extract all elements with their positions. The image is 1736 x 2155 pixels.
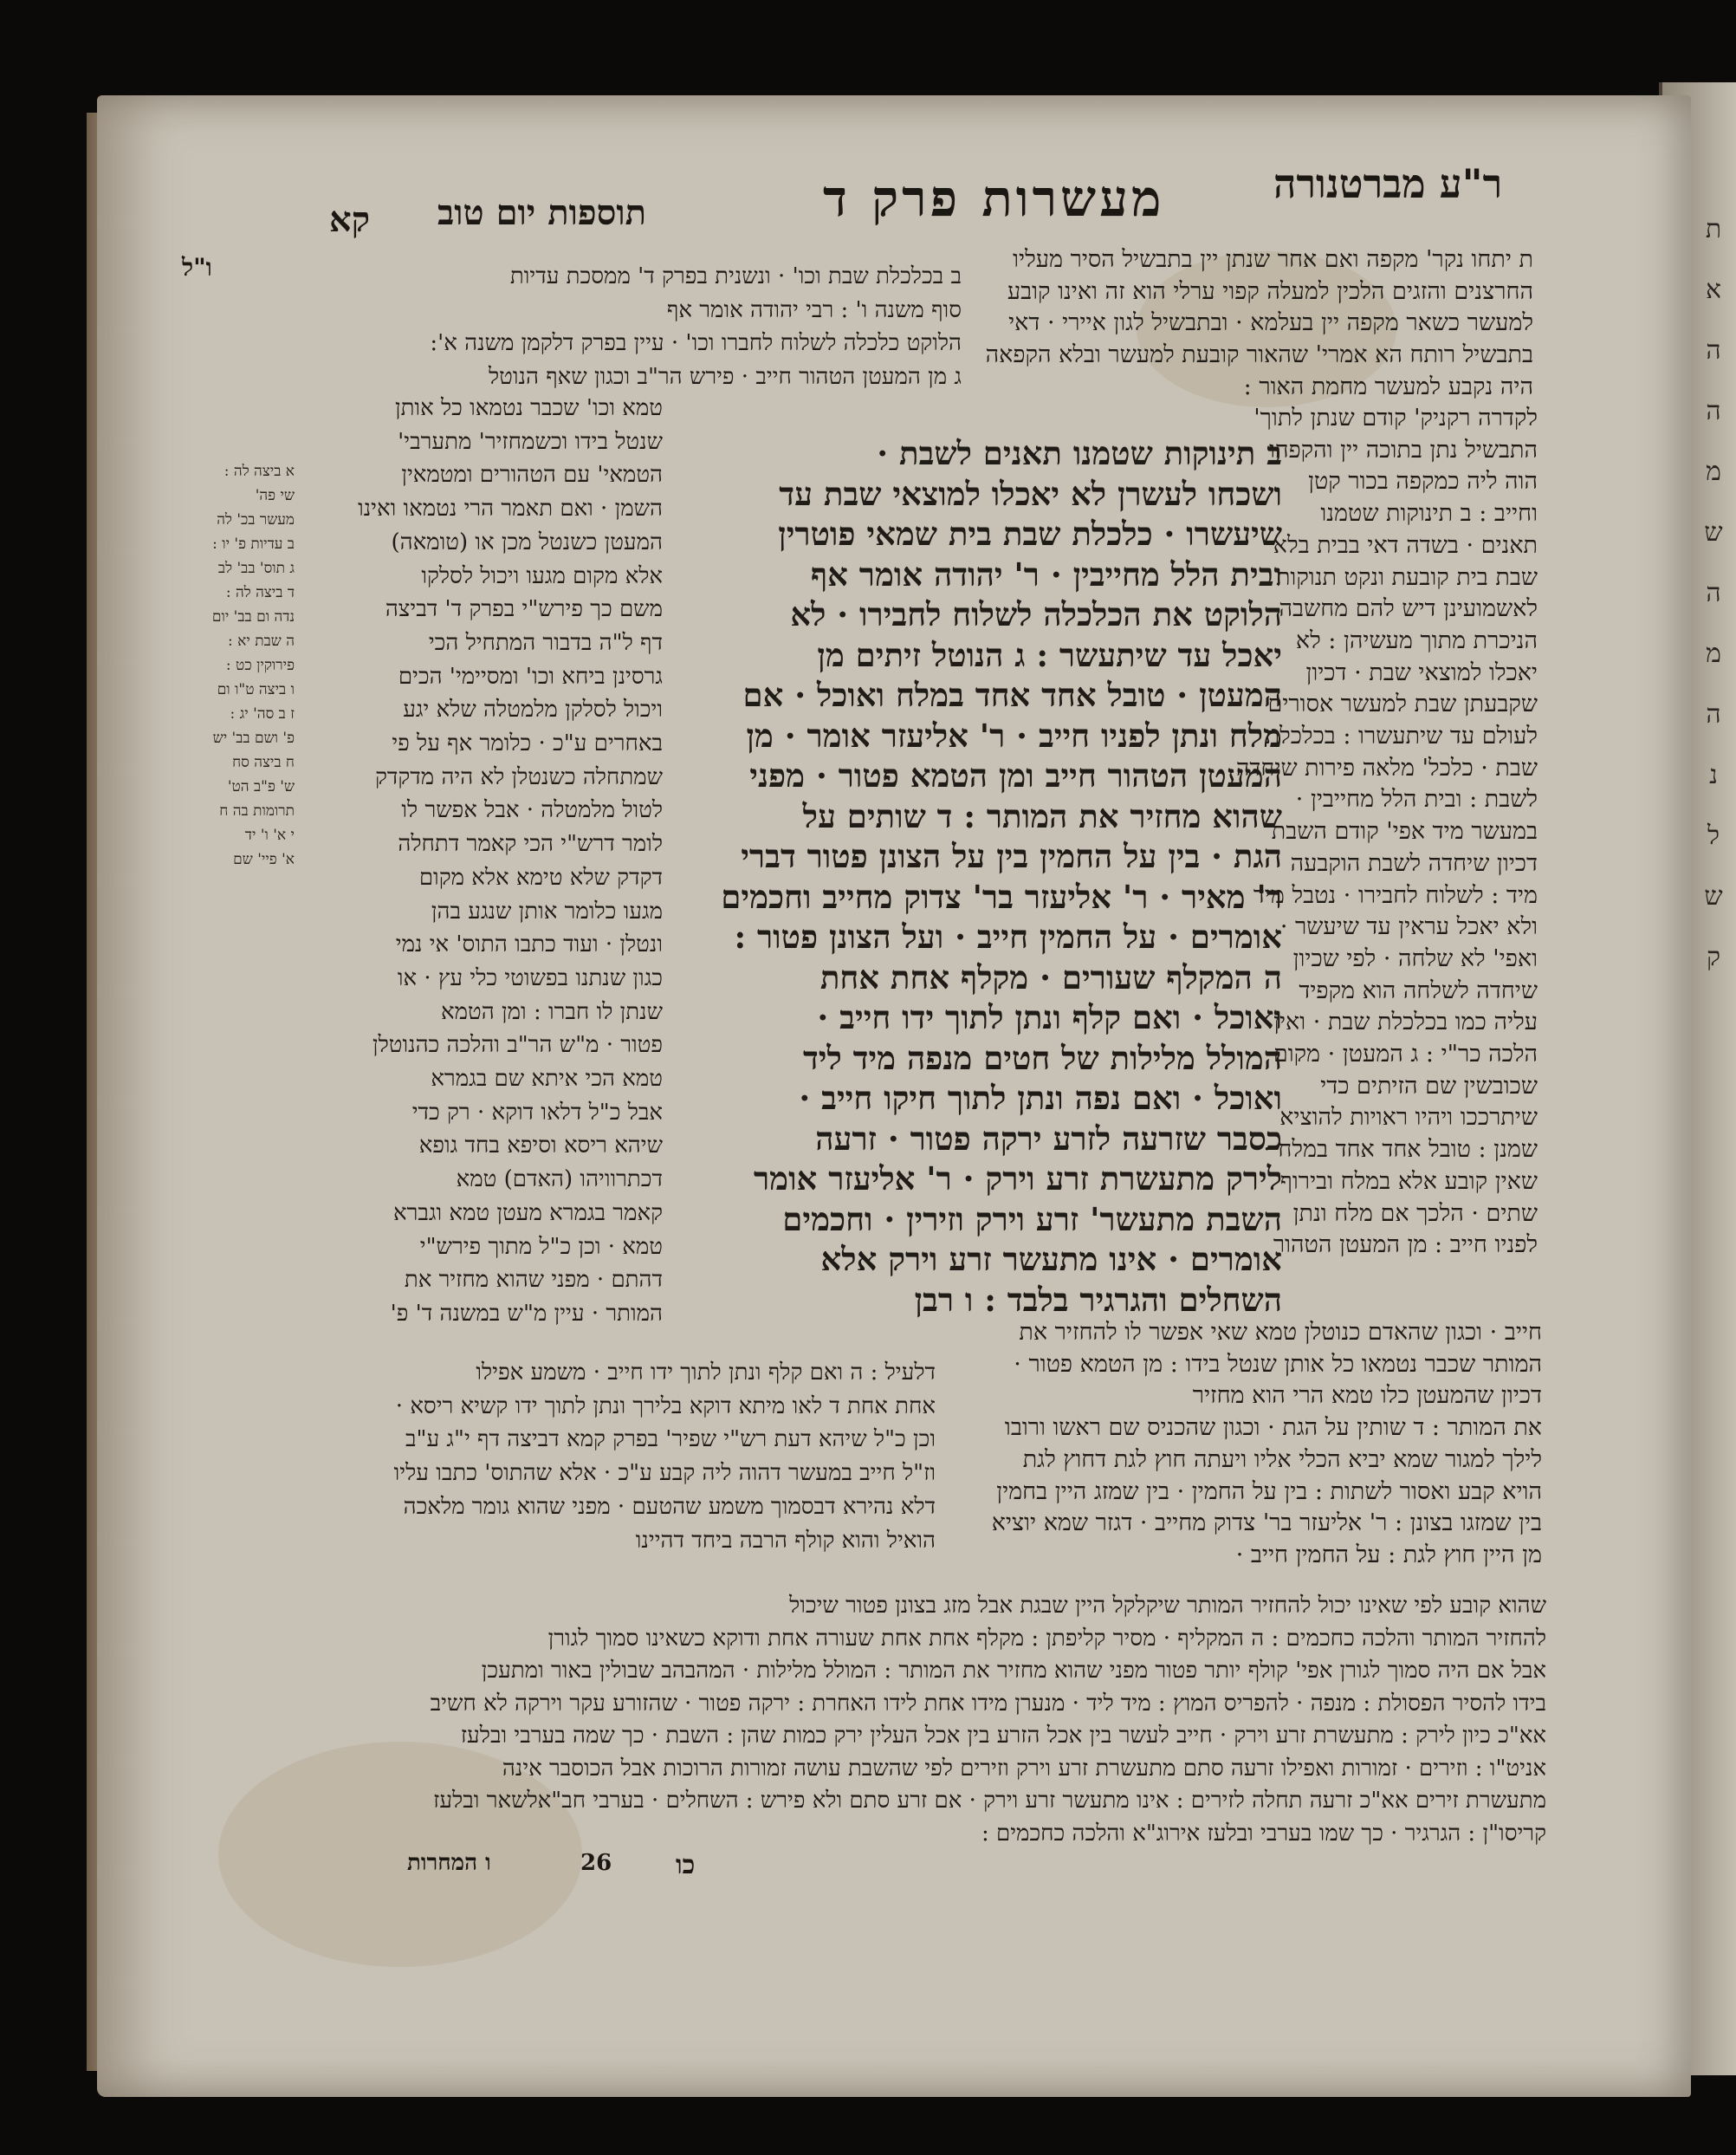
tosafot-top-line: סוף משנה ו' : רבי יהודה אומר אף xyxy=(666,296,962,323)
mishnah-line: הלוקט את הכלכלה לשלוח לחבירו · לא xyxy=(790,595,1282,633)
bartenura-line: שקבעתן שבת למעשר אסורים xyxy=(1267,691,1538,718)
bartenura-line: עליה כמו בכלכלת שבת · ואין xyxy=(1273,1009,1538,1036)
tosafot-lower-line: וכן כ"ל שיהא דעת רש"י שפיר' בפרק קמא דביצה דף י"ג ע"ב xyxy=(405,1426,936,1453)
tosafot-line: המותר · עיין מ"ש במשנה ד' פ' xyxy=(390,1300,663,1327)
adjacent-page-letters: ת א ה ה מ ש ה מ ה נ ל ש ק xyxy=(1704,214,1723,972)
bartenura-cont-line: הויא קבע ואסור לשתות : בין על החמין · בין שמזג היין בחמין xyxy=(996,1477,1542,1505)
bartenura-line: שבת בית קובעת ונקט תנוקות xyxy=(1275,563,1538,591)
bottom-commentary xyxy=(360,1590,1546,1850)
bartenura-line: למעשר כשאר מקפה יין בעלמא · ובתבשיל לגון איירי · דאי xyxy=(1008,309,1533,337)
bottom-line: אא"כ כיון לירק : מתעשרת זרע וירק · חייב לעשר בין אכל הזרע בין אכל העלין ירק כמות שהן : השבת · כך שמה בערבי ובלעז xyxy=(460,1723,1546,1749)
margin-ref: ד ביצה לה : xyxy=(225,584,295,601)
bottom-line: קריסו"ן : הגרגיר · כך שמו בערבי ובלעז אירוג"א והלכה כחכמים : xyxy=(981,1820,1546,1847)
mishnah-line: המעטן · טובל אחד אחד במלח ואוכל · אם xyxy=(742,676,1282,714)
tosafot-top-line: הלוקט כלכלה לשלוח לחברו וכו' · עיין בפרק דלקמן משנה א': xyxy=(430,330,962,357)
tosafot-top-line: ג מן המעטן הטהור חייב · פירש הר"ב וכגון שאף הנוטל xyxy=(489,364,962,391)
tosafot-line: שנתן לו חברו : ומן הטמא xyxy=(441,998,663,1025)
bartenura-line: לקדרה רקניק' קודם שנתן לתוך' xyxy=(1253,405,1538,432)
margin-ref: נדה ום בב' יום xyxy=(211,608,295,626)
tosafot-line: דקדק שלא טימא אלא מקום xyxy=(418,864,663,891)
mishnah-line: כסבר שזרעה לזרע ירקה פטור · זרעה xyxy=(815,1119,1282,1158)
tosafot-line: טמא · וכן כ"ל מתוך פירש"י xyxy=(419,1233,663,1260)
bartenura-line: לאשמועינן דיש להם מחשבה xyxy=(1279,595,1538,623)
bartenura-cont-line: בין שמזגו בצונן : ר' אליעזר בר' צדוק מחייב · דגזר שמא יוציא xyxy=(991,1509,1542,1537)
bartenura-line: ולא יאכל עראין עד שיעשר · xyxy=(1279,913,1538,941)
bottom-line: להחזיר המותר והלכה כחכמים : ה המקליף · מסיר קליפתן : מקלף אחת אחת שעורה אחת ודוקא כשאינו סמוך לגורן xyxy=(547,1625,1546,1652)
mishnah-line: יאכל עד שיתעשר : ג הנוטל זיתים מן xyxy=(817,635,1282,674)
tosafot-line: דף ל"ה בדבור המתחיל הכי xyxy=(428,629,663,656)
folio-number: קא xyxy=(329,199,371,240)
bartenura-line: לפניו חייב : מן המעטן הטהור xyxy=(1273,1231,1538,1259)
margin-ref: פ' ושם בב' יש xyxy=(212,730,295,747)
tosafot-line: מגעו כלומר אותן שנגע בהן xyxy=(431,898,663,925)
margin-ref: תרומות בה ח xyxy=(219,802,295,820)
mishnah-line: לירק מתעשרת זרע וירק · ר' אליעזר אומר xyxy=(753,1159,1282,1198)
margin-references xyxy=(204,459,295,872)
mishnah-line: המולל מלילות של חטים מנפה מיד ליד xyxy=(802,1038,1282,1077)
bartenura-line: שמנן : טובל אחד אחד במלח · xyxy=(1263,1136,1538,1164)
bartenura-line: שבת · כלכל' מלאה פירות שיחדה xyxy=(1235,754,1538,782)
margin-ref: י א' ו' יד xyxy=(244,827,295,844)
bartenura-cont-line: לילך למגור שמא יביא הכלי אליו ויעתה חוץ לגת דחוץ לגת xyxy=(1022,1445,1542,1473)
tosafot-line: שיהא ריסא וסיפא בחד גופא xyxy=(418,1133,663,1159)
bartenura-line: שתים · הלכך אם מלח ונתן xyxy=(1292,1199,1538,1227)
mishnah-line: ואוכל · ואם נפה ונתן לתוך חיקו חייב · xyxy=(799,1079,1282,1117)
tosafot-lower-line: דלעיל : ה ואם קלף ונתן לתוך ידו חייב · משמע אפילו xyxy=(476,1360,936,1386)
tosafot-line: אבל כ"ל דלאו דוקא · רק כדי xyxy=(411,1099,663,1126)
tosafot-lower-line: הואיל והוא קולף הרבה ביחד דהיינו xyxy=(635,1527,936,1554)
tosafot-line: טמא וכו' שכבר נטמאו כל אותן xyxy=(394,395,663,421)
mishnah-line: שהוא מחזיר את המותר : ד שותים על xyxy=(802,796,1282,835)
mishnah-text xyxy=(676,433,1282,1320)
bartenura-line: היה נקבע למעשר מחמת האור : xyxy=(1243,373,1533,400)
bartenura-line: שיחדה לשלחה הוא מקפיד xyxy=(1299,977,1538,1004)
tosafot-line: השמן · ואם תאמר הרי נטמאו ואינו xyxy=(358,496,663,523)
bottom-line: בידו להסיר הפסולת : מנפה · להפריס המוץ : מיד ליד · מנערן מידו אחת לידו האחרת : ירקה פטור · שהזורע עקר וירקה לא חשיב xyxy=(430,1690,1546,1717)
mishnah-line: ושכחו לעשרן לא יאכלו למוצאי שבת עד xyxy=(779,474,1282,513)
bartenura-line: הלכה כר"י : ג המעטן · מקום xyxy=(1273,1041,1538,1068)
bottom-line: אניט"ו : וזירים · זמורות ואפילו זרעה סתם מתעשרת זרע וירק וזירים לפי שהשבת עושה זמורות הרוכות אבל הכוסבר אינה xyxy=(502,1755,1546,1782)
tosafot-lower-block xyxy=(329,1356,936,1557)
bartenura-line: במעשר מיד אפי' קודם השבת xyxy=(1271,818,1538,846)
bartenura-line: החרצנים והזגים הלכין למעלה קפוי ערלי הוא זה ואינו קובע xyxy=(1007,277,1533,305)
mishnah-line: המעטן הטהור חייב ומן הטמא פטור · מפני xyxy=(749,756,1282,795)
tosafot-column xyxy=(299,392,663,1331)
tosafot-line: גרסינן ביחא וכו' ומסיימי' הכים xyxy=(398,663,663,690)
bartenura-cont-line: חייב · וכגון שהאדם כנוטלן טמא שאי אפשר לו להחזיר את xyxy=(1019,1319,1542,1346)
bartenura-column xyxy=(1235,403,1538,1262)
tosafot-line: הטמאי' עם הטהורים ומטמאין xyxy=(401,462,663,489)
bartenura-cont-line: מן היין חוץ לגת : על החמין חייב · xyxy=(1235,1541,1542,1568)
bartenura-cont-line: המותר שכבר נטמאו כל אותן שנטל בידו : מן הטמא פטור · xyxy=(1014,1350,1542,1378)
bottom-line: אבל אם היה סמוך לגורן אפי' קולף יותר פטור מפני שהוא מחזיר את המותר : המולל מלילות · המהבהב שבולין באור ומתעכן xyxy=(481,1658,1546,1684)
margin-ref: שי פה' xyxy=(255,487,295,504)
header-right-running: ר"ע מברטנורה xyxy=(1273,160,1503,207)
margin-ref: א ביצה לה : xyxy=(223,463,295,480)
tosafot-line: כגון שנתנו בפשוטי כלי עץ · או xyxy=(397,964,663,991)
margin-ref: ב עדיות פ' יו : xyxy=(212,536,295,553)
margin-ref: ש' פ"ב הט' xyxy=(227,778,295,795)
header-center-title: מעשרות פרק ד xyxy=(823,169,1165,228)
bartenura-line: מיד : לשלוח לחבירו · נטבל מיד xyxy=(1253,881,1538,909)
tosafot-line: ויכול לסלקן מלמטלה שלא יגע xyxy=(403,697,663,724)
bartenura-cont-line: דכיון שהמעטן כלו טמא הרי הוא מחזיר xyxy=(1192,1382,1542,1410)
bartenura-line: יאכלו למוצאי שבת · דכיון xyxy=(1305,659,1538,686)
margin-ref: ז ב סה' יג : xyxy=(230,705,295,723)
bottom-line: שהוא קובע לפי שאינו יכול להחזיר המותר שיקלקל היין שבגת אבל מזג בצונן פטור שיכול xyxy=(789,1593,1546,1619)
tosafot-line: ונטלן · ועוד כתבו התוס' אי נמי xyxy=(395,931,663,958)
bartenura-cont-line: את המותר : ד שותין על הגת · וכגון שהכניס שם ראשו ורובו xyxy=(1004,1414,1542,1442)
mishnah-line: ה המקלף שעורים · מקלף אחת אחת xyxy=(819,957,1282,996)
bartenura-continuation xyxy=(944,1317,1542,1572)
header-left-running: תוספות יום טוב xyxy=(437,192,646,233)
mishnah-line: אומרים · על החמין חייב · ועל הצונן פטור : xyxy=(734,918,1282,956)
bartenura-line: תאנים · בשדה דאי בבית בלא xyxy=(1273,531,1538,559)
footer-signature-mark: ו המחרות xyxy=(407,1850,491,1876)
footer-number: 26 xyxy=(580,1850,612,1876)
tosafot-lower-line: דלא נהירא דבסמוך משמע שהטעם · מפני שהוא גומר מלאכה xyxy=(403,1493,936,1520)
tosafot-line: פטור · מ"ש הר"ב והלכה כהנוטלן xyxy=(372,1032,663,1059)
margin-ref: ו ביצה ט"ו ום xyxy=(217,681,295,698)
bartenura-top-block xyxy=(979,244,1533,404)
tosafot-line: דכתרוויהו (האדם) טמא xyxy=(456,1166,663,1193)
bartenura-line: לשבת : ובית הלל מחייבין · xyxy=(1295,786,1538,814)
bartenura-line: ת יתחו נקר' מקפה ואם אחר שנתן יין בתבשיל הסיר מעליו xyxy=(1013,246,1533,273)
tosafot-line: קאמר בגמרא מעטן טמא וגברא xyxy=(393,1199,663,1226)
mishnah-line: הגת · בין על החמין בין על הצונן פטור דברי xyxy=(741,837,1282,875)
mishnah-line: השחלים והגרגיר בלבד : ו רבן xyxy=(914,1280,1282,1319)
tosafot-line: לטול מלמטלה · אבל אפשר לו xyxy=(401,797,663,824)
bottom-line: מתעשרת זירים אא"כ זרעה תחלה לזירים : אינו מתעשר זרע וירק · אם זרע סתם ולא פירש : השחלים · בערבי חב"אלשאר ובלעז xyxy=(433,1788,1546,1814)
margin-ref: ח ביצה סח xyxy=(232,754,295,771)
tosafot-line: המעטן כשנטל מכן או (טומאה) xyxy=(391,529,663,555)
bartenura-line: ואפי' לא שלחה · לפי שכיון xyxy=(1292,944,1538,972)
mishnah-line: אומרים · אינו מתעשר זרע וירק אלא xyxy=(820,1240,1282,1278)
bartenura-line: דכיון שיחדה לשבת הוקבעה xyxy=(1290,849,1538,877)
mishnah-line: שיעשרו · כלכלת שבת בית שמאי פוטרין xyxy=(778,515,1282,553)
tosafot-top-block xyxy=(303,260,962,394)
margin-ref: א' פיי' שם xyxy=(233,851,295,868)
tosafot-line: שנטל בידו וכשמחזיר' מתערבי' xyxy=(398,428,663,455)
bartenura-line: לעולם עד שיתעשרו : בכלכלת xyxy=(1265,723,1538,750)
mishnah-line: השבת מתעשר' זרע וירק וזירין · וחכמים xyxy=(782,1199,1282,1238)
mishnah-line: ר' מאיר · ר' אליעזר בר' צדוק מחייב וחכמים xyxy=(721,877,1282,916)
bartenura-line: שאין קובע אלא במלח ובירוף xyxy=(1279,1167,1538,1195)
tosafot-line: באחרים ע"כ · כלומר אף על פי xyxy=(392,730,663,757)
tosafot-line: משם כך פירש"י בפרק ד' דביצה xyxy=(385,596,663,623)
mishnah-line: מלח ונתן לפניו חייב · ר' אליעזר אומר · מן xyxy=(746,716,1282,755)
margin-ref: ג תוס' בב' לב xyxy=(217,560,295,577)
tosafot-top-line: ב בכלכלת שבת וכו' · ונשנית בפרק ד' ממסכת עדיות xyxy=(509,263,962,289)
bartenura-line: שיתרככו ויהיו ראויות להוציא xyxy=(1279,1104,1538,1132)
tosafot-line: דהתם · מפני שהוא מחזיר את xyxy=(404,1267,663,1294)
tosafot-line: לומר דרש"י הכי קאמר דתחלה xyxy=(398,831,663,858)
bartenura-line: הוה ליה כמקפה בכור קטן xyxy=(1308,468,1538,496)
bartenura-line: בתבשיל רותח הא אמרי' שהאור קובעת למעשר ובלא הקפאה xyxy=(985,341,1533,369)
tosafot-line: שמתחלה כשנטלן לא היה מדקדק xyxy=(374,763,663,790)
margin-ref: ה שבת יא : xyxy=(228,633,295,650)
bartenura-line: הניכרת מתוך מעשיהן : לא xyxy=(1295,626,1538,654)
folio-mark: ו"ל xyxy=(182,253,212,282)
bartenura-line: התבשיל נתן בתוכה יין והקפהו xyxy=(1269,436,1538,464)
footer-catchword: כו xyxy=(676,1850,696,1880)
margin-ref: מעשר בכ' לה xyxy=(217,511,295,529)
bartenura-line: שכובשין שם הזיתים כדי xyxy=(1320,1072,1538,1100)
tosafot-line: טמא הכי איתא שם בגמרא xyxy=(431,1066,663,1093)
mishnah-line: ובית הלל מחייבין · ר' יהודה אומר אף xyxy=(811,555,1282,594)
tosafot-line: אלא מקום מגעו ויכול לסלקו xyxy=(421,562,663,589)
bartenura-line: וחייב : ב תינוקות שטמנו xyxy=(1320,500,1538,528)
mishnah-line: ב תינוקות שטמנו תאנים לשבת · xyxy=(877,434,1282,472)
tosafot-lower-line: אחת אחת ד לאו מיתא דוקא בלירך ונתן לתוך ידו קשיא ריסא · xyxy=(395,1392,936,1419)
tosafot-lower-line: וז"ל חייב במעשר דהוה ליה קבע ע"כ · אלא שהתוס' כתבו עליו xyxy=(393,1460,936,1487)
mishnah-line: ואוכל · ואם קלף ונתן לתוך ידו חייב · xyxy=(817,998,1282,1036)
margin-ref: פירוקין כט : xyxy=(225,657,295,674)
